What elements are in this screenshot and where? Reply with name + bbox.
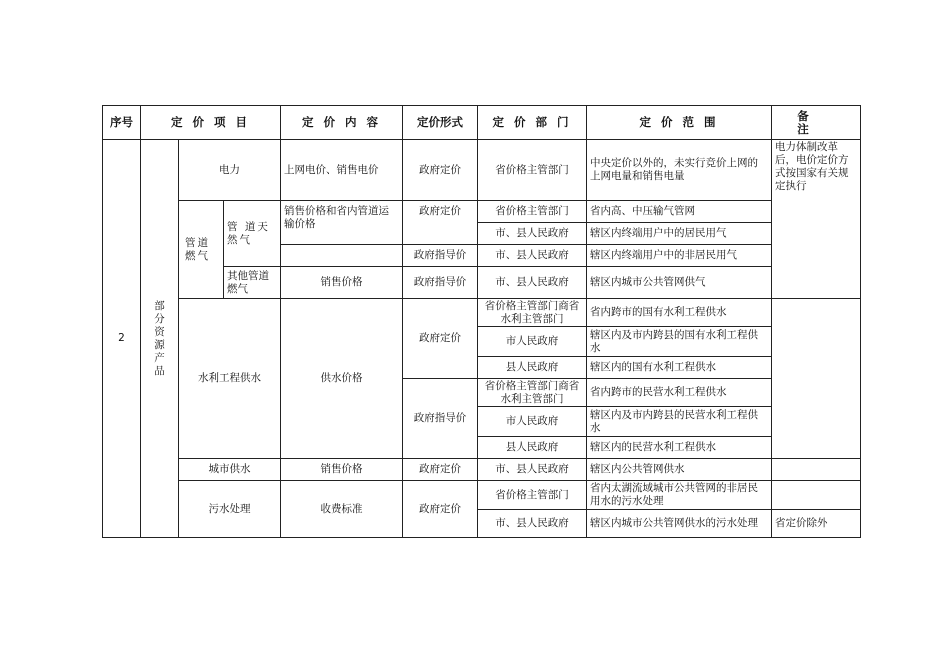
table-row <box>103 481 861 510</box>
dept-city-water: 市、县人民政府 <box>478 459 587 481</box>
scope-sewage2: 辖区内城市公共管网供水的污水处理 <box>587 510 772 538</box>
pricing-table <box>102 105 861 538</box>
dept-gas1: 省价格主管部门 <box>478 201 587 223</box>
item-power: 电力 <box>179 140 281 201</box>
item-city-water: 城市供水 <box>179 459 281 481</box>
dept-sewage2: 市、县人民政府 <box>478 510 587 538</box>
note-sewage2: 省定价除外 <box>772 510 861 538</box>
content-gas1: 销售价格和省内管道运输价格 <box>281 201 403 245</box>
note-empty <box>772 245 861 267</box>
table-row <box>103 140 861 201</box>
table-row <box>103 299 861 327</box>
dept-water-a1: 省价格主管部门商省水利主管部门 <box>478 299 587 327</box>
content-gas-blank <box>281 245 403 267</box>
content-city-water: 销售价格 <box>281 459 403 481</box>
scope-power: 中央定价以外的，未实行竞价上网的上网电量和销售电量 <box>587 140 772 201</box>
header-row <box>103 106 861 140</box>
scope-sewage1: 省内太湖流域城市公共管网的非居民用水的污水处理 <box>587 481 772 510</box>
header-seq: 序号 <box>103 106 141 140</box>
content-water: 供水价格 <box>281 299 403 459</box>
scope-gas3: 辖区内终端用户中的非居民用气 <box>587 245 772 267</box>
scope-water-b2: 辖区内及市内跨县的民营水利工程供水 <box>587 407 772 437</box>
content-power: 上网电价、销售电价 <box>281 140 403 201</box>
scope-water-a3: 辖区内的国有水利工程供水 <box>587 357 772 379</box>
dept-gas3: 市、县人民政府 <box>478 245 587 267</box>
header-form: 定价形式 <box>403 106 478 140</box>
note-empty <box>772 223 861 245</box>
item-gas-sub2: 其他管道燃气 <box>224 267 281 299</box>
scope-water-b3: 辖区内的民营水利工程供水 <box>587 437 772 459</box>
scope-gas2: 辖区内终端用户中的居民用气 <box>587 223 772 245</box>
dept-sewage1: 省价格主管部门 <box>478 481 587 510</box>
form-gas4: 政府指导价 <box>403 267 478 299</box>
seq-cell: 2 <box>103 140 141 538</box>
note-power: 电力体制改革后，电价定价方式按国家有关规定执行 <box>772 140 861 223</box>
scope-water-a1: 省内跨市的国有水利工程供水 <box>587 299 772 327</box>
note-sewage1 <box>772 481 861 510</box>
form-sewage: 政府定价 <box>403 481 478 538</box>
header-scope: 定 价 范 围 <box>587 106 772 140</box>
table-row <box>103 459 861 481</box>
header-item: 定 价 项 目 <box>141 106 281 140</box>
dept-water-a2: 市人民政府 <box>478 327 587 357</box>
scope-city-water: 辖区内公共管网供水 <box>587 459 772 481</box>
form-water-b: 政府指导价 <box>403 379 478 459</box>
table-row <box>103 201 861 223</box>
form-water-a: 政府定价 <box>403 299 478 379</box>
form-gas3: 政府指导价 <box>403 245 478 267</box>
category-cell: 部 分 资 源 产 品 <box>141 140 179 538</box>
dept-power: 省价格主管部门 <box>478 140 587 201</box>
item-gas: 管道燃气 <box>179 201 224 299</box>
form-city-water: 政府定价 <box>403 459 478 481</box>
item-sewage: 污水处理 <box>179 481 281 538</box>
dept-gas4: 市、县人民政府 <box>478 267 587 299</box>
form-power: 政府定价 <box>403 140 478 201</box>
dept-water-a3: 县人民政府 <box>478 357 587 379</box>
dept-water-b2: 市人民政府 <box>478 407 587 437</box>
dept-water-b1: 省价格主管部门商省水利主管部门 <box>478 379 587 407</box>
scope-gas4: 辖区内城市公共管网供气 <box>587 267 772 299</box>
header-note: 备 注 <box>772 106 861 140</box>
header-content: 定 价 内 容 <box>281 106 403 140</box>
form-gas1: 政府定价 <box>403 201 478 245</box>
scope-water-b1: 省内跨市的民营水利工程供水 <box>587 379 772 407</box>
scope-water-a2: 辖区内及市内跨县的国有水利工程供水 <box>587 327 772 357</box>
note-water <box>772 299 861 459</box>
scope-gas1: 省内高、中压输气管网 <box>587 201 772 223</box>
dept-gas2: 市、县人民政府 <box>478 223 587 245</box>
note-empty <box>772 267 861 299</box>
dept-water-b3: 县人民政府 <box>478 437 587 459</box>
content-sewage: 收费标准 <box>281 481 403 538</box>
item-gas-sub1: 管 道天然气 <box>224 201 281 267</box>
content-gas4: 销售价格 <box>281 267 403 299</box>
note-city-water <box>772 459 861 481</box>
item-water: 水利工程供水 <box>179 299 281 459</box>
header-dept: 定 价 部 门 <box>478 106 587 140</box>
